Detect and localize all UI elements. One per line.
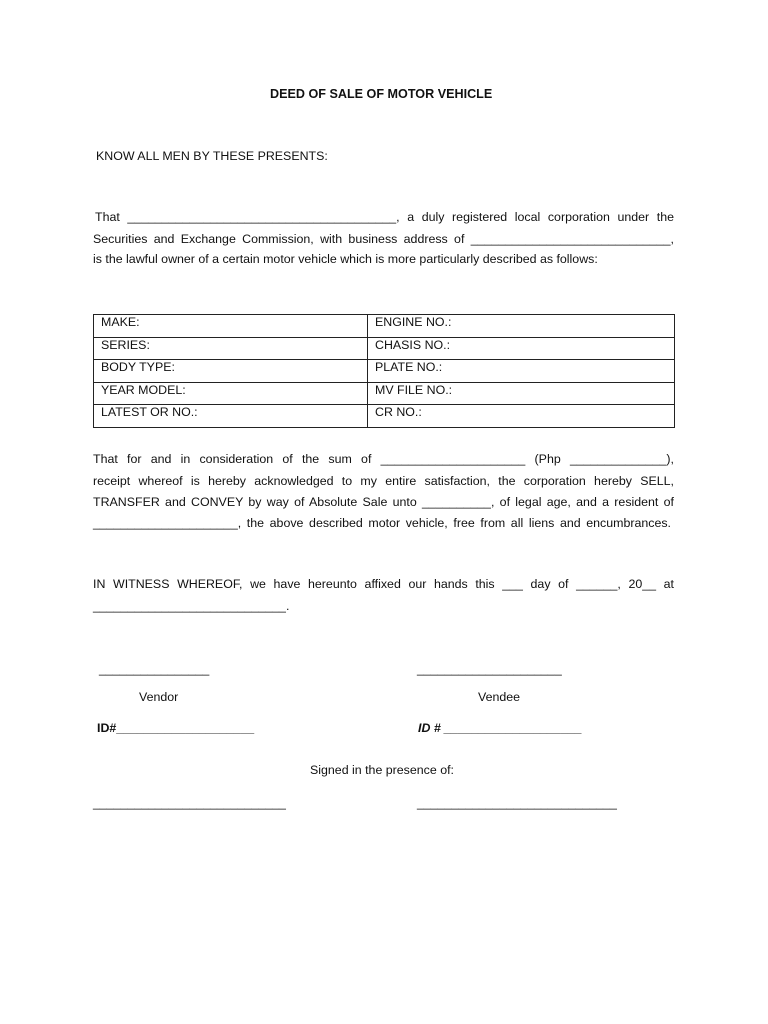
witness-signature-line-right: _____________________________ — [417, 796, 617, 810]
table-row — [94, 337, 675, 360]
table-cell: SERIES: — [94, 337, 368, 360]
table-cell: CR NO.: — [368, 405, 675, 428]
witness-line-1: IN WITNESS WHEREOF, we have hereunto affixed our hands this ___ day of ______, 20__ at — [93, 577, 674, 591]
vendor-label: Vendor — [139, 690, 179, 704]
salutation: KNOW ALL MEN BY THESE PRESENTS: — [96, 149, 328, 163]
ownership-line-3: is the lawful owner of a certain motor vehicle which is more particularly described as follows: — [93, 252, 598, 266]
document-title: DEED OF SALE OF MOTOR VEHICLE — [270, 87, 493, 101]
consideration-line-4: _____________________, the above described motor vehicle, free from all liens and encumbrances. — [93, 516, 671, 530]
vendor-id-line: ID#____________________ — [97, 721, 255, 735]
table-cell: PLATE NO.: — [368, 360, 675, 383]
table-cell: LATEST OR NO.: — [94, 405, 368, 428]
vendee-signature-line: _____________________ — [417, 662, 562, 676]
vehicle-details-table — [93, 314, 675, 428]
table-row — [94, 360, 675, 383]
signed-presence-label: Signed in the presence of: — [310, 763, 454, 777]
vendee-id-line: ID # ____________________ — [418, 721, 582, 735]
table-cell: YEAR MODEL: — [94, 382, 368, 405]
consideration-line-3: TRANSFER and CONVEY by way of Absolute Sale unto __________, of legal age, and a resident of — [93, 495, 674, 509]
ownership-line-2: Securities and Exchange Commission, with business address of _____________________________, — [93, 232, 674, 246]
table-row — [94, 405, 675, 428]
table-cell: CHASIS NO.: — [368, 337, 675, 360]
witness-line-2: ____________________________. — [93, 599, 290, 613]
witness-signature-line-left: ____________________________ — [93, 796, 286, 810]
consideration-line-2: receipt whereof is hereby acknowledged to my entire satisfaction, the corporation hereby SELL, — [93, 474, 674, 488]
vendor-signature-line: ________________ — [99, 662, 210, 676]
table-row — [94, 382, 675, 405]
ownership-line-1: That _______________________________________, a duly registered local corporation under the — [95, 210, 674, 224]
consideration-line-1: That for and in consideration of the sum of _____________________ (Php ______________), — [93, 452, 674, 466]
table-row — [94, 315, 675, 338]
table-cell: ENGINE NO.: — [368, 315, 675, 338]
table-cell: BODY TYPE: — [94, 360, 368, 383]
vendee-label: Vendee — [478, 690, 521, 704]
table-cell: MAKE: — [94, 315, 368, 338]
table-cell: MV FILE NO.: — [368, 382, 675, 405]
